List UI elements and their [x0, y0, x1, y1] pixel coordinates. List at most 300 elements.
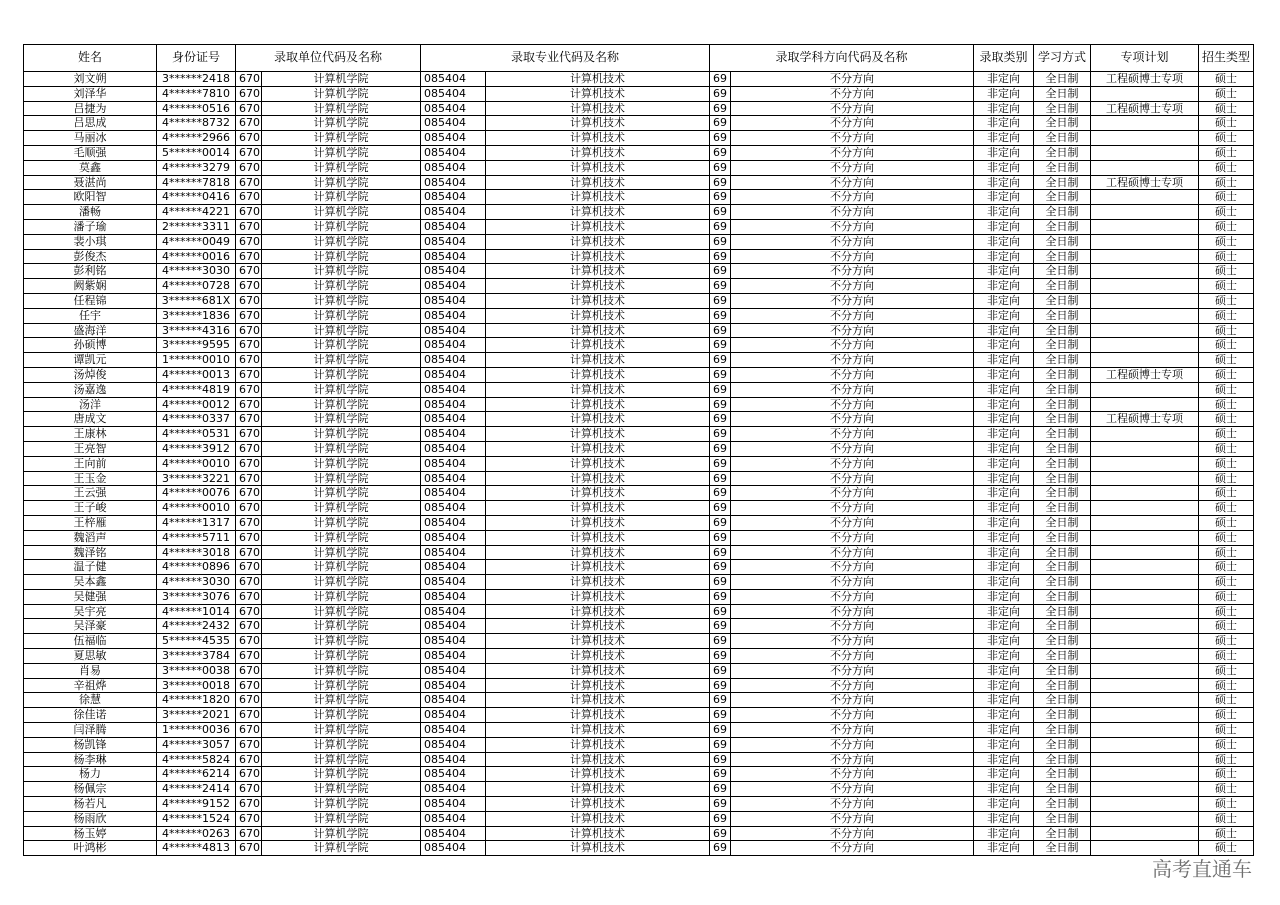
table-row [24, 634, 1254, 649]
cell-name: 叶鸿彬 [24, 841, 157, 856]
cell-unit-code: 670 [236, 811, 262, 826]
cell-mode: 全日制 [1034, 338, 1091, 353]
cell-direction-name: 不分方向 [731, 308, 974, 323]
cell-unit-name: 计算机学院 [262, 441, 421, 456]
cell-type: 硕士 [1199, 752, 1254, 767]
cell-name: 汤洋 [24, 397, 157, 412]
cell-id: 4******2966 [157, 131, 236, 146]
cell-id: 4******3030 [157, 264, 236, 279]
cell-type: 硕士 [1199, 131, 1254, 146]
cell-unit-name: 计算机学院 [262, 234, 421, 249]
cell-unit-code: 670 [236, 353, 262, 368]
cell-category: 非定向 [974, 501, 1034, 516]
cell-direction-code: 69 [710, 501, 731, 516]
cell-direction-name: 不分方向 [731, 752, 974, 767]
cell-major-name: 计算机技术 [486, 530, 710, 545]
header-major: 录取专业代码及名称 [421, 45, 710, 72]
cell-plan [1091, 308, 1199, 323]
cell-name: 魏泽铭 [24, 545, 157, 560]
table-row [24, 101, 1254, 116]
cell-major-code: 085404 [421, 589, 486, 604]
cell-direction-name: 不分方向 [731, 560, 974, 575]
cell-unit-name: 计算机学院 [262, 604, 421, 619]
cell-unit-code: 670 [236, 441, 262, 456]
cell-plan [1091, 545, 1199, 560]
table-row [24, 811, 1254, 826]
cell-name: 吕捷为 [24, 101, 157, 116]
table-row [24, 752, 1254, 767]
cell-major-code: 085404 [421, 663, 486, 678]
cell-direction-name: 不分方向 [731, 145, 974, 160]
cell-unit-name: 计算机学院 [262, 530, 421, 545]
table-row [24, 190, 1254, 205]
cell-unit-code: 670 [236, 131, 262, 146]
cell-direction-code: 69 [710, 397, 731, 412]
cell-major-name: 计算机技术 [486, 72, 710, 87]
cell-unit-code: 670 [236, 264, 262, 279]
cell-direction-name: 不分方向 [731, 101, 974, 116]
cell-mode: 全日制 [1034, 160, 1091, 175]
cell-unit-name: 计算机学院 [262, 841, 421, 856]
cell-direction-name: 不分方向 [731, 545, 974, 560]
cell-direction-code: 69 [710, 708, 731, 723]
cell-category: 非定向 [974, 737, 1034, 752]
cell-id: 4******2432 [157, 619, 236, 634]
cell-direction-name: 不分方向 [731, 205, 974, 220]
table-row [24, 545, 1254, 560]
cell-major-name: 计算机技术 [486, 560, 710, 575]
cell-major-code: 085404 [421, 308, 486, 323]
cell-unit-code: 670 [236, 663, 262, 678]
cell-category: 非定向 [974, 441, 1034, 456]
cell-unit-name: 计算机学院 [262, 101, 421, 116]
cell-unit-code: 670 [236, 397, 262, 412]
cell-name: 任宇 [24, 308, 157, 323]
header-plan: 专项计划 [1091, 45, 1199, 72]
cell-unit-code: 670 [236, 175, 262, 190]
cell-unit-name: 计算机学院 [262, 86, 421, 101]
cell-type: 硕士 [1199, 678, 1254, 693]
cell-id: 2******3311 [157, 219, 236, 234]
cell-category: 非定向 [974, 782, 1034, 797]
cell-id: 3******0038 [157, 663, 236, 678]
cell-unit-code: 670 [236, 190, 262, 205]
cell-unit-name: 计算机学院 [262, 737, 421, 752]
cell-plan [1091, 811, 1199, 826]
cell-type: 硕士 [1199, 367, 1254, 382]
cell-major-name: 计算机技术 [486, 175, 710, 190]
cell-direction-name: 不分方向 [731, 427, 974, 442]
cell-major-name: 计算机技术 [486, 367, 710, 382]
header-category: 录取类别 [974, 45, 1034, 72]
cell-mode: 全日制 [1034, 471, 1091, 486]
cell-type: 硕士 [1199, 101, 1254, 116]
cell-direction-name: 不分方向 [731, 693, 974, 708]
cell-unit-name: 计算机学院 [262, 811, 421, 826]
cell-plan [1091, 767, 1199, 782]
cell-plan: 工程硕博士专项 [1091, 175, 1199, 190]
cell-id: 3******681X [157, 293, 236, 308]
cell-type: 硕士 [1199, 693, 1254, 708]
cell-unit-name: 计算机学院 [262, 678, 421, 693]
cell-major-code: 085404 [421, 841, 486, 856]
cell-name: 吴泽豪 [24, 619, 157, 634]
cell-plan [1091, 145, 1199, 160]
cell-type: 硕士 [1199, 116, 1254, 131]
cell-mode: 全日制 [1034, 841, 1091, 856]
cell-plan: 工程硕博士专项 [1091, 101, 1199, 116]
cell-unit-name: 计算机学院 [262, 427, 421, 442]
cell-major-name: 计算机技术 [486, 190, 710, 205]
cell-major-name: 计算机技术 [486, 693, 710, 708]
cell-major-name: 计算机技术 [486, 308, 710, 323]
cell-mode: 全日制 [1034, 486, 1091, 501]
cell-major-code: 085404 [421, 826, 486, 841]
cell-unit-code: 670 [236, 145, 262, 160]
cell-category: 非定向 [974, 575, 1034, 590]
cell-type: 硕士 [1199, 767, 1254, 782]
cell-direction-code: 69 [710, 545, 731, 560]
cell-major-name: 计算机技术 [486, 323, 710, 338]
cell-mode: 全日制 [1034, 708, 1091, 723]
cell-unit-name: 计算机学院 [262, 826, 421, 841]
cell-id: 4******2414 [157, 782, 236, 797]
cell-major-code: 085404 [421, 471, 486, 486]
cell-unit-code: 670 [236, 101, 262, 116]
cell-type: 硕士 [1199, 841, 1254, 856]
cell-id: 4******0049 [157, 234, 236, 249]
cell-unit-name: 计算机学院 [262, 634, 421, 649]
cell-mode: 全日制 [1034, 441, 1091, 456]
cell-name: 潘子瑜 [24, 219, 157, 234]
cell-name: 谭凯元 [24, 353, 157, 368]
cell-major-name: 计算机技术 [486, 663, 710, 678]
cell-mode: 全日制 [1034, 737, 1091, 752]
cell-name: 唐成文 [24, 412, 157, 427]
cell-direction-name: 不分方向 [731, 131, 974, 146]
cell-direction-name: 不分方向 [731, 72, 974, 87]
cell-direction-name: 不分方向 [731, 767, 974, 782]
cell-id: 4******9152 [157, 797, 236, 812]
cell-direction-code: 69 [710, 663, 731, 678]
cell-category: 非定向 [974, 841, 1034, 856]
cell-id: 4******0896 [157, 560, 236, 575]
table-row [24, 160, 1254, 175]
cell-direction-code: 69 [710, 353, 731, 368]
cell-major-name: 计算机技术 [486, 737, 710, 752]
cell-major-name: 计算机技术 [486, 752, 710, 767]
cell-type: 硕士 [1199, 160, 1254, 175]
cell-plan [1091, 797, 1199, 812]
cell-plan [1091, 649, 1199, 664]
cell-category: 非定向 [974, 811, 1034, 826]
cell-major-code: 085404 [421, 737, 486, 752]
cell-direction-name: 不分方向 [731, 456, 974, 471]
cell-unit-name: 计算机学院 [262, 323, 421, 338]
table-row [24, 219, 1254, 234]
cell-id: 3******3784 [157, 649, 236, 664]
cell-mode: 全日制 [1034, 353, 1091, 368]
table-row [24, 782, 1254, 797]
cell-id: 4******0010 [157, 501, 236, 516]
cell-unit-code: 670 [236, 72, 262, 87]
cell-type: 硕士 [1199, 353, 1254, 368]
cell-direction-code: 69 [710, 234, 731, 249]
cell-mode: 全日制 [1034, 545, 1091, 560]
cell-mode: 全日制 [1034, 279, 1091, 294]
cell-major-code: 085404 [421, 797, 486, 812]
cell-category: 非定向 [974, 264, 1034, 279]
cell-name: 王子峻 [24, 501, 157, 516]
cell-id: 4******3912 [157, 441, 236, 456]
cell-unit-code: 670 [236, 367, 262, 382]
cell-name: 欧阳智 [24, 190, 157, 205]
cell-category: 非定向 [974, 323, 1034, 338]
cell-unit-code: 670 [236, 737, 262, 752]
cell-type: 硕士 [1199, 471, 1254, 486]
cell-major-name: 计算机技术 [486, 116, 710, 131]
cell-unit-name: 计算机学院 [262, 367, 421, 382]
cell-name: 夏思敏 [24, 649, 157, 664]
cell-unit-name: 计算机学院 [262, 190, 421, 205]
cell-type: 硕士 [1199, 412, 1254, 427]
cell-unit-code: 670 [236, 116, 262, 131]
cell-plan [1091, 249, 1199, 264]
cell-id: 4******0016 [157, 249, 236, 264]
table-row [24, 737, 1254, 752]
cell-major-code: 085404 [421, 382, 486, 397]
cell-id: 3******1836 [157, 308, 236, 323]
cell-direction-name: 不分方向 [731, 737, 974, 752]
cell-id: 4******3279 [157, 160, 236, 175]
cell-plan [1091, 471, 1199, 486]
table-row [24, 279, 1254, 294]
cell-name: 王康林 [24, 427, 157, 442]
watermark-text: 高考直通车 [1152, 857, 1252, 881]
cell-unit-code: 670 [236, 545, 262, 560]
cell-direction-name: 不分方向 [731, 86, 974, 101]
table-row [24, 205, 1254, 220]
cell-name: 伍福临 [24, 634, 157, 649]
cell-direction-code: 69 [710, 86, 731, 101]
cell-direction-name: 不分方向 [731, 249, 974, 264]
cell-unit-code: 670 [236, 649, 262, 664]
cell-direction-name: 不分方向 [731, 604, 974, 619]
cell-id: 3******3221 [157, 471, 236, 486]
cell-major-code: 085404 [421, 649, 486, 664]
cell-major-code: 085404 [421, 427, 486, 442]
cell-direction-code: 69 [710, 471, 731, 486]
cell-category: 非定向 [974, 486, 1034, 501]
cell-category: 非定向 [974, 382, 1034, 397]
cell-direction-name: 不分方向 [731, 160, 974, 175]
cell-unit-code: 670 [236, 382, 262, 397]
cell-major-code: 085404 [421, 323, 486, 338]
cell-name: 杨力 [24, 767, 157, 782]
cell-major-name: 计算机技术 [486, 619, 710, 634]
cell-direction-code: 69 [710, 293, 731, 308]
cell-plan [1091, 530, 1199, 545]
cell-major-code: 085404 [421, 279, 486, 294]
cell-mode: 全日制 [1034, 367, 1091, 382]
header-type: 招生类型 [1199, 45, 1254, 72]
table-row [24, 441, 1254, 456]
cell-type: 硕士 [1199, 264, 1254, 279]
cell-name: 杨玉婷 [24, 826, 157, 841]
table-row [24, 797, 1254, 812]
cell-major-name: 计算机技术 [486, 797, 710, 812]
cell-type: 硕士 [1199, 175, 1254, 190]
cell-id: 4******0728 [157, 279, 236, 294]
cell-direction-name: 不分方向 [731, 589, 974, 604]
cell-id: 4******3057 [157, 737, 236, 752]
cell-direction-code: 69 [710, 486, 731, 501]
cell-unit-name: 计算机学院 [262, 279, 421, 294]
cell-mode: 全日制 [1034, 501, 1091, 516]
cell-unit-name: 计算机学院 [262, 175, 421, 190]
table-row [24, 116, 1254, 131]
cell-name: 温子健 [24, 560, 157, 575]
cell-direction-code: 69 [710, 323, 731, 338]
cell-plan [1091, 752, 1199, 767]
cell-category: 非定向 [974, 279, 1034, 294]
cell-direction-code: 69 [710, 619, 731, 634]
cell-direction-code: 69 [710, 604, 731, 619]
cell-mode: 全日制 [1034, 811, 1091, 826]
cell-category: 非定向 [974, 160, 1034, 175]
cell-direction-name: 不分方向 [731, 708, 974, 723]
cell-major-name: 计算机技术 [486, 634, 710, 649]
cell-plan: 工程硕博士专项 [1091, 72, 1199, 87]
table-row [24, 619, 1254, 634]
cell-plan [1091, 116, 1199, 131]
cell-direction-name: 不分方向 [731, 293, 974, 308]
cell-unit-name: 计算机学院 [262, 308, 421, 323]
table-row [24, 308, 1254, 323]
cell-unit-name: 计算机学院 [262, 797, 421, 812]
cell-direction-name: 不分方向 [731, 264, 974, 279]
cell-unit-code: 670 [236, 205, 262, 220]
cell-unit-code: 670 [236, 501, 262, 516]
cell-direction-code: 69 [710, 160, 731, 175]
cell-unit-code: 670 [236, 708, 262, 723]
cell-direction-name: 不分方向 [731, 412, 974, 427]
cell-direction-code: 69 [710, 515, 731, 530]
cell-type: 硕士 [1199, 589, 1254, 604]
cell-plan [1091, 515, 1199, 530]
cell-major-name: 计算机技术 [486, 338, 710, 353]
cell-mode: 全日制 [1034, 649, 1091, 664]
cell-major-code: 085404 [421, 131, 486, 146]
cell-category: 非定向 [974, 145, 1034, 160]
cell-direction-name: 不分方向 [731, 486, 974, 501]
cell-unit-code: 670 [236, 160, 262, 175]
cell-unit-name: 计算机学院 [262, 693, 421, 708]
cell-direction-code: 69 [710, 530, 731, 545]
cell-mode: 全日制 [1034, 782, 1091, 797]
cell-id: 4******7810 [157, 86, 236, 101]
cell-type: 硕士 [1199, 397, 1254, 412]
cell-major-code: 085404 [421, 575, 486, 590]
cell-major-name: 计算机技术 [486, 471, 710, 486]
cell-type: 硕士 [1199, 782, 1254, 797]
cell-unit-name: 计算机学院 [262, 782, 421, 797]
cell-name: 王玉金 [24, 471, 157, 486]
table-row [24, 293, 1254, 308]
cell-type: 硕士 [1199, 575, 1254, 590]
cell-unit-name: 计算机学院 [262, 589, 421, 604]
cell-category: 非定向 [974, 397, 1034, 412]
cell-direction-name: 不分方向 [731, 811, 974, 826]
cell-major-code: 085404 [421, 412, 486, 427]
cell-direction-name: 不分方向 [731, 323, 974, 338]
cell-category: 非定向 [974, 634, 1034, 649]
cell-category: 非定向 [974, 530, 1034, 545]
cell-type: 硕士 [1199, 323, 1254, 338]
cell-category: 非定向 [974, 545, 1034, 560]
cell-unit-name: 计算机学院 [262, 382, 421, 397]
cell-unit-name: 计算机学院 [262, 205, 421, 220]
cell-unit-code: 670 [236, 604, 262, 619]
cell-name: 王向前 [24, 456, 157, 471]
cell-unit-name: 计算机学院 [262, 456, 421, 471]
cell-unit-code: 670 [236, 456, 262, 471]
cell-direction-code: 69 [710, 649, 731, 664]
cell-type: 硕士 [1199, 219, 1254, 234]
cell-type: 硕士 [1199, 560, 1254, 575]
cell-id: 4******7818 [157, 175, 236, 190]
cell-plan [1091, 353, 1199, 368]
cell-id: 4******8732 [157, 116, 236, 131]
cell-direction-code: 69 [710, 427, 731, 442]
cell-id: 4******0416 [157, 190, 236, 205]
cell-plan [1091, 205, 1199, 220]
cell-unit-code: 670 [236, 767, 262, 782]
cell-major-code: 085404 [421, 634, 486, 649]
cell-major-code: 085404 [421, 86, 486, 101]
cell-major-code: 085404 [421, 160, 486, 175]
cell-major-code: 085404 [421, 293, 486, 308]
cell-category: 非定向 [974, 456, 1034, 471]
cell-direction-code: 69 [710, 723, 731, 738]
table-row [24, 367, 1254, 382]
cell-category: 非定向 [974, 604, 1034, 619]
cell-plan [1091, 323, 1199, 338]
cell-unit-name: 计算机学院 [262, 72, 421, 87]
header-mode: 学习方式 [1034, 45, 1091, 72]
cell-direction-code: 69 [710, 456, 731, 471]
cell-mode: 全日制 [1034, 575, 1091, 590]
cell-direction-code: 69 [710, 308, 731, 323]
cell-major-code: 085404 [421, 560, 486, 575]
cell-plan [1091, 678, 1199, 693]
header-direction: 录取学科方向代码及名称 [710, 45, 974, 72]
cell-mode: 全日制 [1034, 101, 1091, 116]
cell-unit-code: 670 [236, 249, 262, 264]
cell-major-code: 085404 [421, 264, 486, 279]
cell-name: 孙硕博 [24, 338, 157, 353]
cell-mode: 全日制 [1034, 190, 1091, 205]
header-unit: 录取单位代码及名称 [236, 45, 421, 72]
cell-id: 4******4813 [157, 841, 236, 856]
cell-mode: 全日制 [1034, 634, 1091, 649]
cell-id: 4******5824 [157, 752, 236, 767]
cell-plan [1091, 604, 1199, 619]
cell-major-name: 计算机技术 [486, 441, 710, 456]
cell-name: 汤焯俊 [24, 367, 157, 382]
admission-table [23, 44, 1254, 856]
cell-category: 非定向 [974, 797, 1034, 812]
